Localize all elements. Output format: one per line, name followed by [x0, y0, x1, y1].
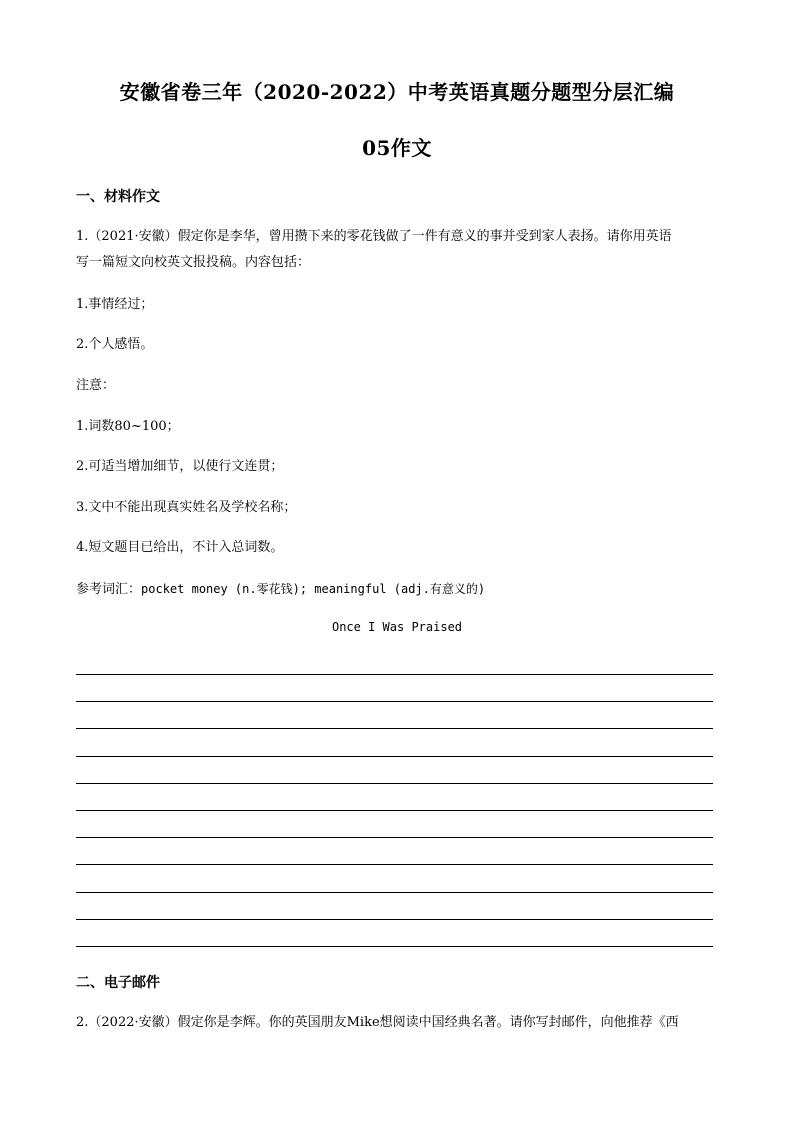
- writing-line[interactable]: [76, 946, 713, 947]
- question-2-text: [76, 1010, 721, 1036]
- question-1-line-2: 写一篇短文向校英文报投稿。内容包括：: [76, 255, 311, 270]
- note-item-2: 2.可适当增加细节，以使行文连贯；: [76, 459, 284, 474]
- question-1-text: [76, 224, 721, 276]
- writing-line[interactable]: [76, 919, 713, 920]
- writing-line[interactable]: [76, 864, 713, 865]
- question-1-line-1: [76, 224, 721, 250]
- note-item-1: 1.词数80~100；: [76, 419, 180, 434]
- document-subtitle: 05作文: [362, 136, 432, 160]
- writing-line[interactable]: [76, 701, 713, 702]
- writing-lines-area[interactable]: [76, 674, 713, 949]
- writing-line[interactable]: [76, 728, 713, 729]
- writing-line[interactable]: [76, 810, 713, 811]
- note-item-4: 4.短文题目已给出，不计入总词数。: [76, 540, 284, 555]
- note-item-3: 3.文中不能出现真实姓名及学校名称；: [76, 500, 297, 515]
- question-2-prefix: 2.（2022·安徽）: [76, 1015, 178, 1030]
- content-item-2: 2.个人感悟。: [76, 337, 154, 352]
- essay-title: Once I Was Praised: [331, 620, 463, 634]
- reference-vocabulary: [76, 576, 721, 603]
- content-item-1: 1.事情经过；: [76, 297, 154, 312]
- writing-line[interactable]: [76, 674, 713, 675]
- question-2-body: 假定你是李辉。你的英国朋友Mike想阅读中国经典名著。请你写封邮件，向他推荐《西: [177, 1015, 679, 1030]
- notes-label: 注意：: [76, 378, 116, 393]
- writing-line[interactable]: [76, 783, 713, 784]
- question-1-line-1-body: 假定你是李华，曾用攒下来的零花钱做了一件有意义的事并受到家人表扬。请你用英语: [177, 229, 672, 244]
- writing-line[interactable]: [76, 837, 713, 838]
- question-1-prefix: 1.（2021·安徽）: [76, 229, 178, 244]
- section-heading-material-essay: 一、材料作文: [76, 189, 160, 205]
- vocab-label: 参考词汇：: [76, 582, 142, 597]
- section-heading-email: 二、电子邮件: [76, 975, 160, 991]
- writing-line[interactable]: [76, 892, 713, 893]
- vocab-text: pocket money (n.零花钱); meaningful (adj.有意义的): [141, 582, 486, 596]
- writing-line[interactable]: [76, 756, 713, 757]
- document-title: 安徽省卷三年（2020-2022）中考英语真题分题型分层汇编: [119, 80, 675, 104]
